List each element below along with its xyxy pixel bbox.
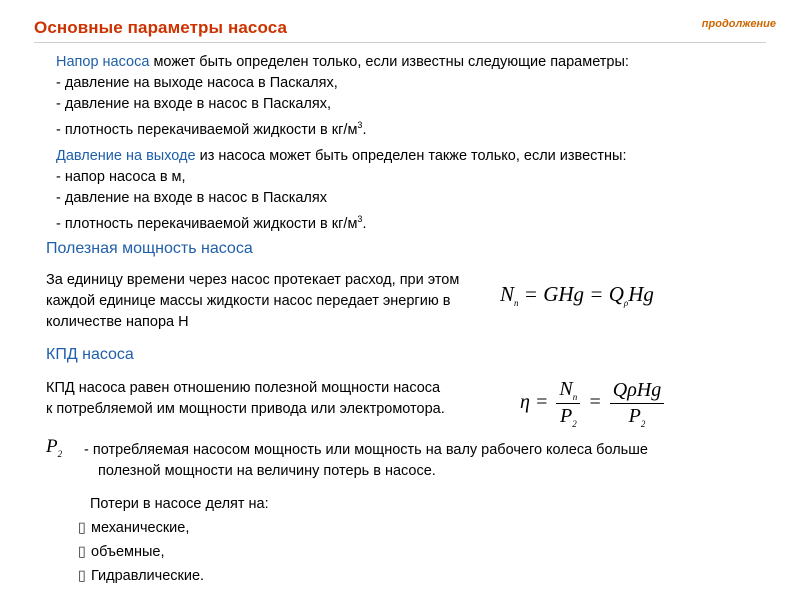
formula-frac-1-num-sub: п	[572, 392, 578, 402]
formula-q: Q	[608, 282, 624, 306]
formula-eq-1: =	[523, 282, 538, 306]
p2-note-line-2: полезной мощности на величину потерь в насосе.	[98, 463, 436, 479]
formula-eta: η	[520, 391, 530, 414]
formula-frac-2	[610, 379, 665, 429]
useful-power-line-3	[46, 312, 466, 333]
formula-frac-1-den	[556, 404, 580, 429]
efficiency-line-2: к потребляемой им мощности привода или электромотора.	[46, 401, 445, 417]
pressure-lead-rest: из насоса может быть определен также только, если известны:	[195, 148, 627, 164]
efficiency-line-1: КПД насоса равен отношению полезной мощности насоса	[46, 380, 441, 396]
head-item-3-sup: 3	[357, 120, 363, 130]
head-lead-term: Напор насоса	[56, 54, 150, 70]
formula-frac-2-den	[610, 404, 665, 429]
head-item-3	[56, 115, 776, 141]
p2-symbol	[46, 436, 62, 459]
head-item-3-tail: .	[362, 121, 367, 138]
pressure-item-1: - напор насоса в м,	[56, 169, 186, 185]
head-lead-line	[56, 52, 776, 73]
losses-item-1	[78, 516, 269, 540]
pressure-block	[56, 146, 776, 235]
p2-note-text	[84, 440, 784, 482]
square-bullet-icon: ▯	[78, 520, 86, 536]
formula-frac-1	[556, 378, 580, 429]
pressure-lead-line	[56, 146, 776, 167]
pressure-item-3-tail: .	[362, 215, 367, 232]
title-divider	[34, 42, 766, 43]
losses-item-2-label: объемные,	[91, 544, 165, 560]
formula-eta-eq: =	[534, 391, 549, 414]
head-item-3-text: - плотность перекачиваемой жидкости в кг/м	[56, 121, 358, 138]
square-bullet-icon: ▯	[78, 568, 86, 584]
formula-eq-2: =	[589, 282, 604, 306]
formula-np-symbol: N	[500, 282, 515, 306]
formula-frac-2-den-symbol: P	[628, 404, 641, 427]
formula-rho-sub: ρ	[623, 298, 629, 309]
formula-frac-1-den-symbol: P	[559, 405, 573, 427]
useful-power-line-1: За единицу времени через насос протекает расход, при этом	[46, 272, 460, 288]
formula-eta-eq-2: =	[588, 391, 602, 414]
continued-note: продолжение	[701, 18, 776, 30]
pressure-item-3-sup: 3	[357, 214, 363, 224]
useful-power-line-2: каждой единице массы жидкости насос передает энергию в	[46, 293, 451, 309]
head-lead-rest: может быть определен только, если известны следующие параметры:	[149, 54, 629, 70]
head-item-1: - давление на выходе насоса в Паскалях,	[56, 75, 338, 91]
formula-np-sub: п	[514, 298, 519, 309]
pressure-item-3-text: - плотность перекачиваемой жидкости в кг/м	[56, 215, 358, 232]
p2-note-line-1: - потребляемая насосом мощность или мощность на валу рабочего колеса больше	[84, 442, 648, 458]
p2-symbol-sub: 2	[57, 448, 63, 459]
formula-frac-1-num	[556, 378, 580, 404]
formula-frac-1-den-sub: 2	[572, 419, 577, 429]
losses-item-1-label: механические,	[91, 520, 190, 536]
pressure-item-3	[56, 209, 776, 235]
useful-power-text	[46, 270, 466, 333]
head-item-2: - давление на входе в насос в Паскалях,	[56, 96, 332, 112]
losses-item-2	[78, 540, 269, 564]
pressure-item-2: - давление на входе в насос в Паскалях	[56, 190, 327, 206]
efficiency-text	[46, 378, 506, 420]
page-title: Основные параметры насоса	[34, 18, 288, 37]
formula-frac-1-num-symbol: N	[559, 378, 573, 400]
head-parameters-block	[56, 52, 776, 141]
square-bullet-icon: ▯	[78, 544, 86, 560]
useful-power-line-3-text: количестве напора H	[46, 314, 189, 330]
useful-power-heading: Полезная мощность насоса	[46, 240, 253, 257]
formula-hg: Hg	[628, 282, 654, 306]
losses-item-3	[78, 564, 269, 588]
efficiency-formula	[520, 378, 667, 429]
formula-frac-2-num: QρHg	[610, 379, 665, 404]
formula-ghg: GHg	[543, 282, 585, 306]
losses-block	[78, 492, 269, 588]
efficiency-heading: КПД насоса	[46, 346, 134, 363]
pressure-lead-term: Давление на выходе	[56, 148, 196, 164]
useful-power-formula	[500, 282, 654, 308]
losses-item-3-label: Гидравлические.	[91, 568, 205, 584]
losses-lead: Потери в насосе делят на:	[90, 496, 269, 512]
p2-symbol-letter: P	[46, 436, 58, 457]
formula-frac-2-den-sub: 2	[640, 418, 646, 429]
